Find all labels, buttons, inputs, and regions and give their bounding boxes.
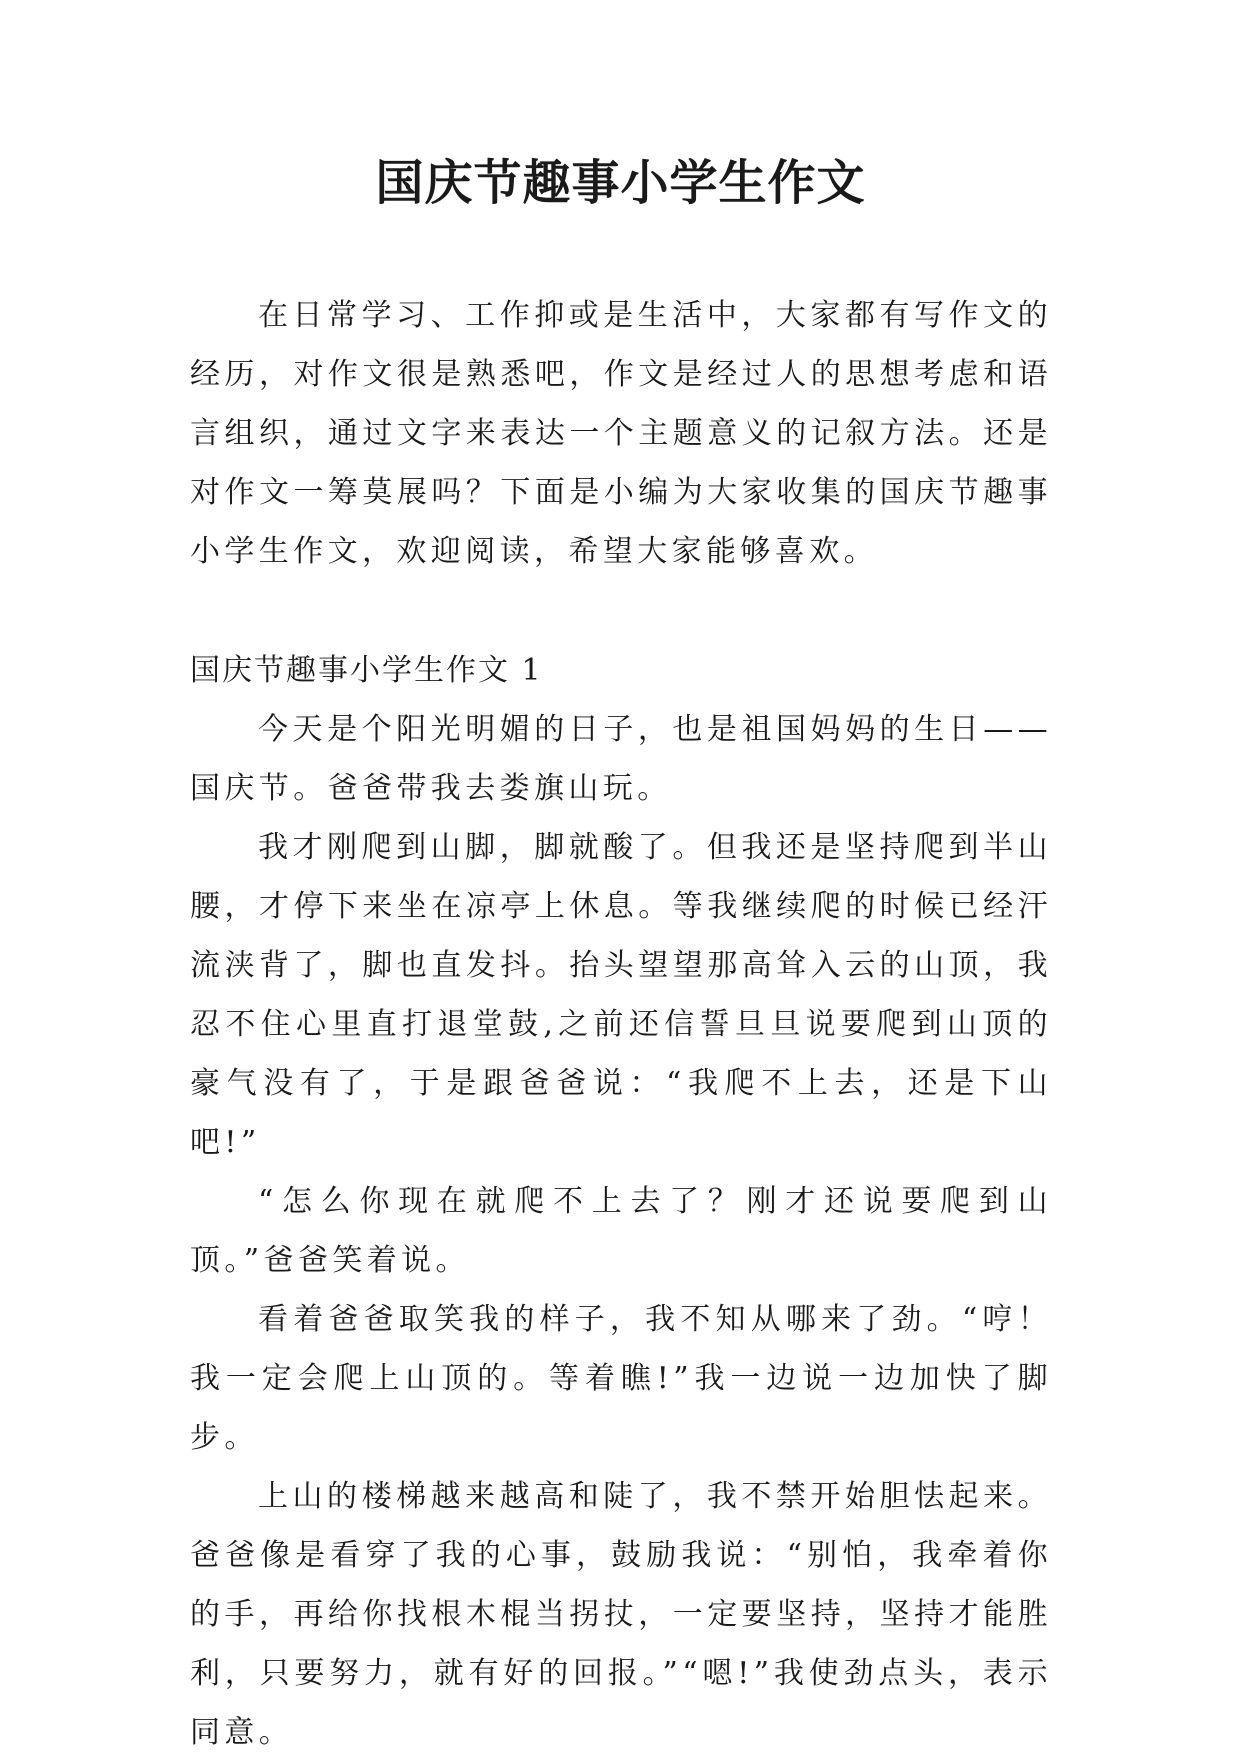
body-paragraph-5: 上山的楼梯越来越高和陡了，我不禁开始胆怯起来。爸爸像是看穿了我的心事，鼓励我说：“别怕，我牵着你的手，再给你找根木棍当拐扙，一定要坚持，坚持才能胜利，只要努力，就有好的回报。”“嗯!”我使劲点头，表示同意。 — [190, 1479, 1052, 1750]
body-paragraph-3: “怎么你现在就爬不上去了？刚才还说要爬到山顶。”爸爸笑着说。 — [190, 1184, 1052, 1278]
section-heading: 国庆节趣事小学生作文 1 — [190, 653, 543, 688]
document-body — [190, 286, 1052, 1762]
body-paragraph-4: 看着爸爸取笑我的样子，我不知从哪来了劲。“哼！我一定会爬上山顶的。等着瞧!”我一边说一边加快了脚步。 — [190, 1302, 1052, 1455]
body-paragraph-2: 我才刚爬到山脚，脚就酸了。但我还是坚持爬到半山腰，才停下来坐在凉亭上休息。等我继续爬的时候已经汗流浃背了，脚也直发抖。抬头望望那高耸入云的山顶，我忍不住心里直打退堂鼓,之前还信誓旦旦说要爬到山顶的豪气没有了，于是跟爸爸说：“我爬不上去，还是下山吧!” — [190, 830, 1052, 1160]
document-title: 国庆节趣事小学生作文 — [375, 155, 866, 211]
body-paragraph-1: 今天是个阳光明媚的日子，也是祖国妈妈的生日——国庆节。爸爸带我去娄旗山玩。 — [190, 712, 1052, 806]
intro-paragraph: 在日常学习、工作抑或是生活中，大家都有写作文的经历，对作文很是熟悉吧，作文是经过人的思想考虑和语言组织，通过文字来表达一个主题意义的记叙方法。还是对作文一筹莫展吗？下面是小编为大家收集的国庆节趣事小学生作文，欢迎阅读，希望大家能够喜欢。 — [190, 298, 1052, 569]
